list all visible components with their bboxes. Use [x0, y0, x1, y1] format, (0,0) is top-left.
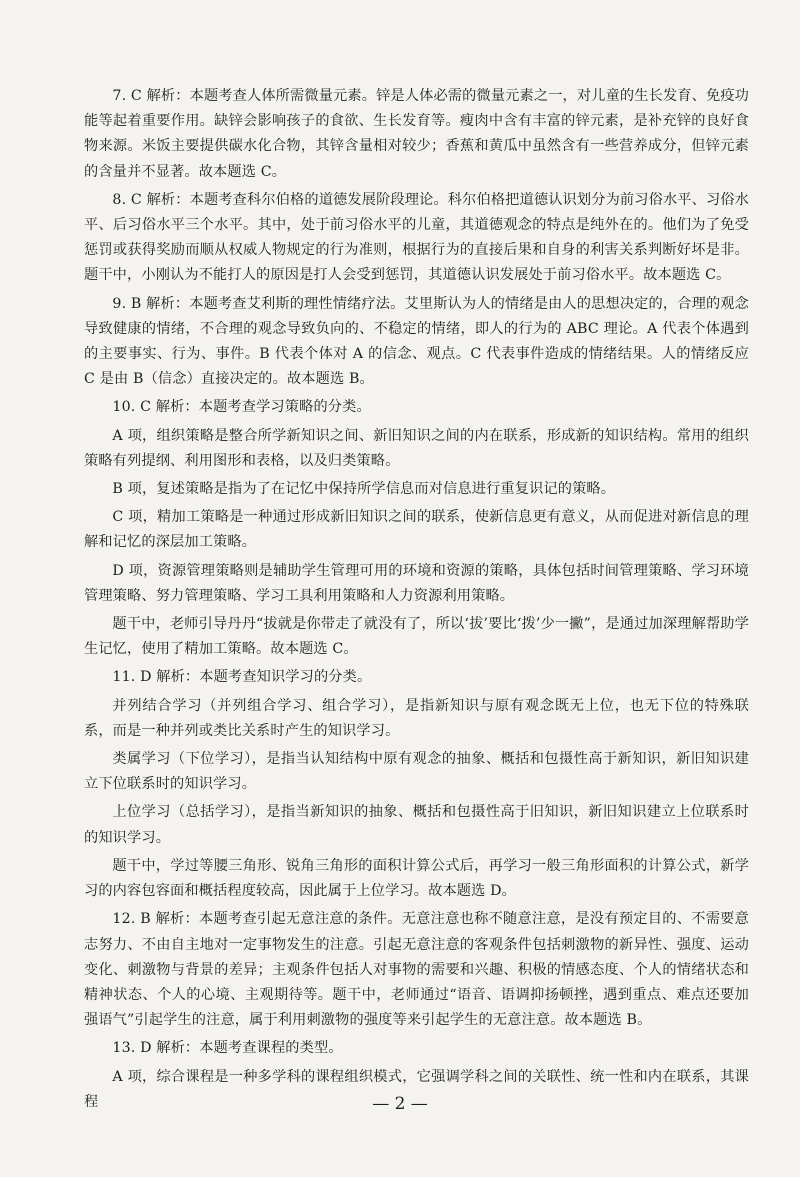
- option-d-explanation: D 项，资源管理策略则是辅助学生管理可用的环境和资源的策略，具体包括时间管理策略、学习环境管理策略、努力管理策略、学习工具利用策略和人力资源利用策略。: [84, 562, 749, 604]
- option-a-explanation: A 项，综合课程是一种多学科的课程组织模式，它强调学科之间的关联性、统一性和内在联系，其课程: [84, 1068, 749, 1110]
- question-stem-analysis: 题干中，老师引导丹丹“拔就是你带走了就没有了，所以‘拔’要比‘拨’少一撇”，是通过加深理解帮助学生记忆，使用了精加工策略。故本题选 C。: [84, 616, 749, 658]
- answer-explanation-12: 12. B 解析：本题考查引起无意注意的条件。无意注意也称不随意注意，是没有预定目的、不需要意志努力、不由自主地对一定事物发生的注意。引起无意注意的客观条件包括刺激物的新异性、强度、运动变化、刺激物与背景的差异；主观条件包括人对事物的需要和兴趣、积极的情感态度、个人的情绪状态和精神状态、个人的心境、主观期待等。题干中，老师通过“语音、语调抑扬顿挫，遇到重点、难点还要加强语气”引起学生的注意，属于利用刺激物的强度等来引起学生的无意注意。故本题选 B。: [84, 911, 749, 1029]
- question-stem-analysis: 题干中，学过等腰三角形、锐角三角形的面积计算公式后，再学习一般三角形面积的计算公式，新学习的内容包容面和概括程度较高，因此属于上位学习。故本题选 D。: [84, 857, 749, 900]
- answer-explanation-9: 9. B 解析：本题考查艾利斯的理性情绪疗法。艾里斯认为人的情绪是由人的思想决定的，合理的观念导致健康的情绪，不合理的观念导致负向的、不稳定的情绪，即人的行为的 ABC 理论。A 代表个体遇到的主要事实、行为、事件。B 代表个体对 A 的信念、观点。C 代表事件造成的情绪结果。人的情绪反应 C 是由 B（信念）直接决定的。故本题选 B。: [84, 295, 749, 388]
- answer-explanation-10: 10. C 解析：本题考查学习策略的分类。: [112, 399, 371, 416]
- parallel-learning-explanation: 并列结合学习（并列组合学习、组合学习），是指新知识与原有观念既无上位，也无下位的特殊联系，而是一种并列或类比关系时产生的知识学习。: [84, 697, 749, 739]
- page-body: [84, 84, 749, 1118]
- answer-explanation-11: 11. D 解析：本题考查知识学习的分类。: [112, 669, 372, 686]
- option-b-explanation: B 项，复述策略是指为了在记忆中保持所学信息而对信息进行重复识记的策略。: [112, 481, 616, 498]
- option-c-explanation: C 项，精加工策略是一种通过形成新旧知识之间的联系，使新信息更有意义，从而促进对新信息的理解和记忆的深层加工策略。: [84, 509, 749, 551]
- answer-explanation-7: 7. C 解析：本题考查人体所需微量元素。锌是人体必需的微量元素之一，对儿童的生长发育、免疫功能等起着重要作用。缺锌会影响孩子的食欲、生长发育等。瘦肉中含有丰富的锌元素，是补充锌的良好食物来源。米饭主要提供碳水化合物，其锌含量相对较少；香蕉和黄瓜中虽然含有一些营养成分，但锌元素的含量并不显著。故本题选 C。: [84, 88, 749, 180]
- superordinate-learning-explanation: 上位学习（总括学习），是指当新知识的抽象、概括和包摄性高于旧知识，新旧知识建立上位联系时的知识学习。: [84, 804, 749, 846]
- answer-explanation-8: 8. C 解析：本题考查科尔伯格的道德发展阶段理论。科尔伯格把道德认识划分为前习俗水平、习俗水平、后习俗水平三个水平。其中，处于前习俗水平的儿童，其道德观念的特点是纯外在的。他们为了免受惩罚或获得奖励而顺从权威人物规定的行为准则，根据行为的直接后果和自身的利害关系判断好坏是非。题干中，小刚认为不能打人的原因是打人会受到惩罚，其道德认识发展处于前习俗水平。故本题选 C。: [84, 191, 749, 284]
- option-a-explanation: A 项，组织策略是整合所学新知识之间、新旧知识之间的内在联系，形成新的知识结构。常用的组织策略有列提纲、利用图形和表格，以及归类策略。: [84, 427, 749, 469]
- answer-explanation-13: 13. D 解析：本题考查课程的类型。: [112, 1040, 343, 1057]
- subsumption-learning-explanation: 类属学习（下位学习），是指当认知结构中原有观念的抽象、概括和包摄性高于新知识，新旧知识建立下位联系时的知识学习。: [84, 751, 749, 793]
- page-number: — 2 —: [372, 1094, 428, 1114]
